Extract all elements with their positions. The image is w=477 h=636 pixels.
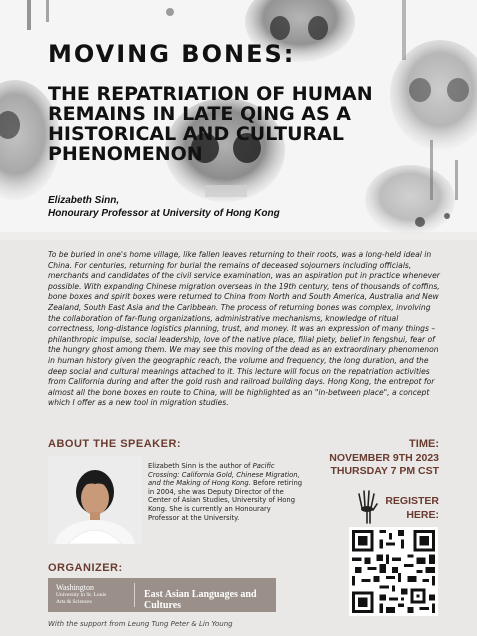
event-clock: THURSDAY 7 PM CST <box>330 465 439 477</box>
organizer-divider <box>134 583 135 607</box>
logo-line-1: Washington <box>56 583 95 592</box>
speaker-name: Elizabeth Sinn, <box>48 195 120 206</box>
bio-text-1: Elizabeth Sinn is the author of <box>148 462 253 470</box>
register-line-1: REGISTER <box>385 495 439 507</box>
logo-line-3: Arts & Sciences <box>56 598 92 605</box>
event-title: MOVING BONES: <box>48 40 296 68</box>
organizer-name: East Asian Languages and Cultures <box>144 589 257 611</box>
skeleton-hand-icon <box>356 490 378 524</box>
speaker-photo <box>48 456 142 544</box>
speaker-bio <box>148 462 303 522</box>
speaker-title: Honourary Professor at University of Hong Kong <box>48 208 280 219</box>
event-date: NOVEMBER 9TH 2023 <box>329 452 439 464</box>
support-credit: With the support from Leung Tung Peter & Lin Young <box>48 620 233 628</box>
bio-text-2: . Before retiring in 2004, she was Deputy Director of the Center of Asian Studies, University of Hong Kong. She is currently an Honourary Professor at the University. <box>148 479 303 522</box>
speaker-credit <box>48 194 280 220</box>
organizer-heading: ORGANIZER: <box>48 562 123 574</box>
bio-book-title: Pacific Crossing: California Gold, Chinese Migration, and the Making of Hong Kong <box>148 462 300 488</box>
event-description: To be buried in one's home village, like fallen leaves returning to their roots, was a long-held ideal in China. For centuries, returning for burial the remains of deceased sojourners including officials, merchants and candidates of the civil service examination, was an aspiration put in practice whenever possible. With expanding Chinese migration overseas in the 19th century, tens of thousands of coffins, bone boxes and spirit boxes were returned to China from North and South America, Australia and New Zealand, South East Asia and the Caribbean. The process of returning bones was complex, involving the collaboration of far-flung organizations, administrative mechanisms, knowledge of ritual correctness, long-distance logistics planning, trust, and money. It was an expression of many things – philanthropic impulse, social leadership, love of the native place, filial piety, belief in fengshui, fear of the hungry ghost among them. We may see this moving of the dead as an extraordinary phenomenon in human history given the geographic reach, the volume and frequency, the long duration, and the deep social and cultural meanings attached to it. This lecture will focus on the repatriation activities from California during and after the gold rush and railroad building days. Hong Kong, the entrepot for almost all the bone boxes en route to China, will be highlighted as an "in-between place", a concept which I offer as a new tool in migration studies. <box>48 250 440 408</box>
event-time <box>329 452 439 478</box>
register-label <box>385 494 439 522</box>
qr-code[interactable] <box>349 527 438 616</box>
about-speaker-heading: ABOUT THE SPEAKER: <box>48 438 182 450</box>
header-banner <box>0 0 477 240</box>
washington-university-logo <box>56 583 128 607</box>
time-heading: TIME: <box>409 438 439 450</box>
logo-line-2: University in St. Louis <box>56 592 107 598</box>
organizer-band <box>48 578 276 612</box>
register-line-2: HERE: <box>406 509 439 521</box>
event-subtitle: THE REPATRIATION OF HUMAN REMAINS IN LATE QING AS A HISTORICAL AND CULTURAL PHENOMENON <box>48 83 373 165</box>
